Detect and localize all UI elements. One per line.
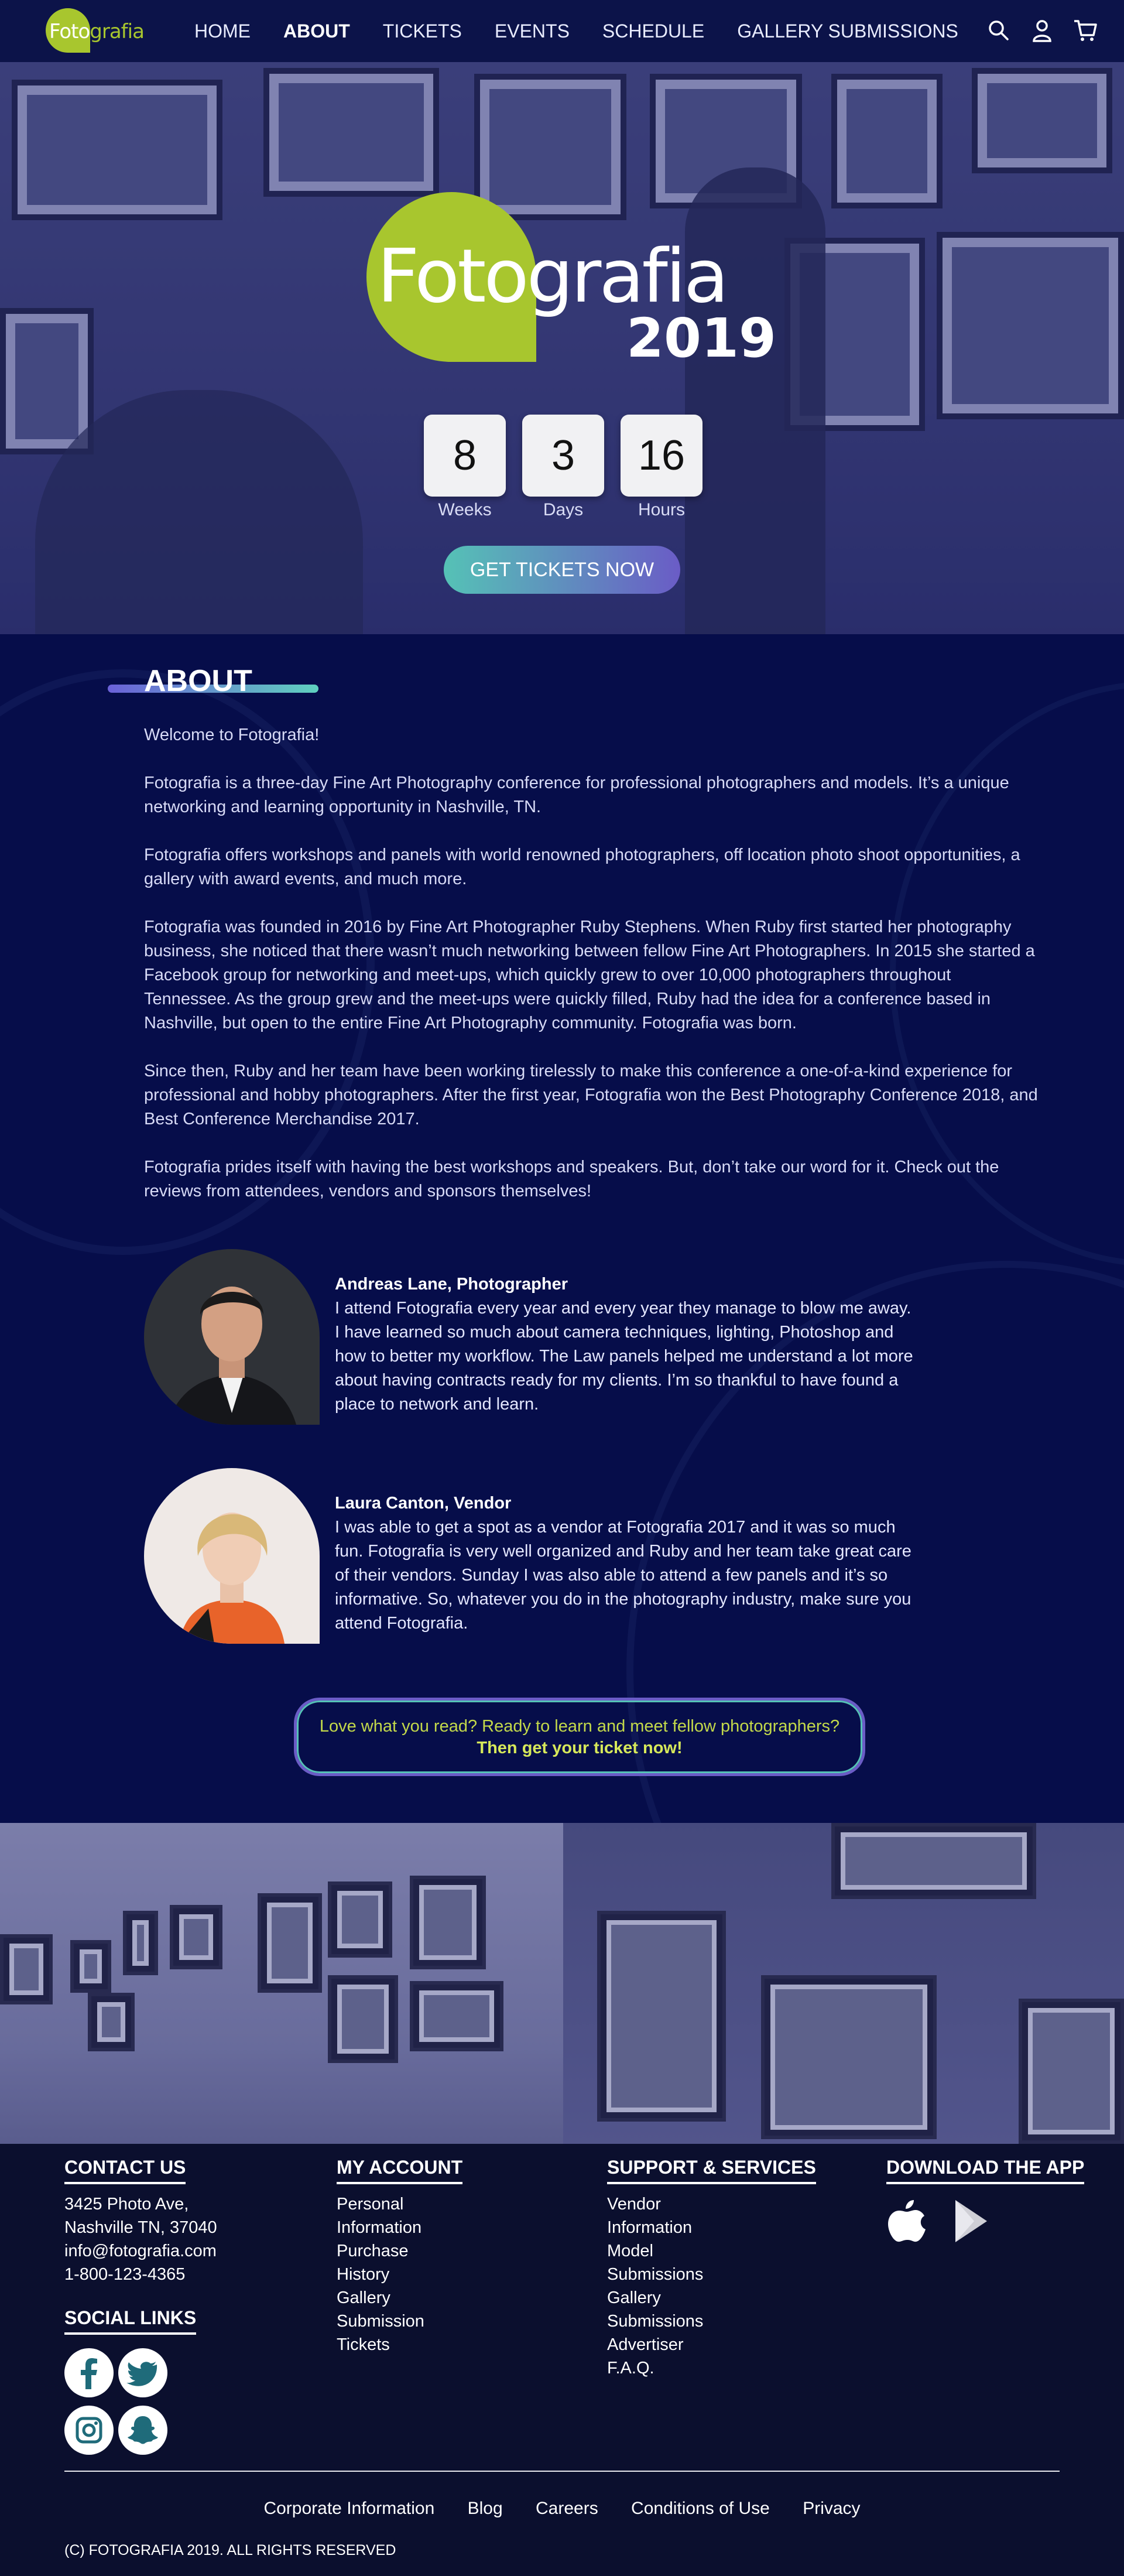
footer-heading: SOCIAL LINKS <box>64 2307 196 2335</box>
avatar <box>144 1249 320 1425</box>
ticket-cta-box[interactable] <box>294 1698 865 1776</box>
countdown-hours <box>621 415 702 520</box>
hero-logo-year: 2019 <box>626 307 777 370</box>
footer-link-careers[interactable]: Careers <box>536 2499 598 2518</box>
copyright: (C) FOTOGRAFIA 2019. ALL RIGHTS RESERVED <box>64 2542 396 2558</box>
footer-link-corporate[interactable]: Corporate Information <box>263 2499 435 2518</box>
snapchat-icon[interactable] <box>118 2406 167 2455</box>
footer-support <box>607 2157 816 2380</box>
testimonial-body <box>335 1272 920 1417</box>
contact-line: 3425 Photo Ave, <box>64 2195 189 2214</box>
countdown-value: 3 <box>522 415 604 497</box>
footer-social <box>64 2307 196 2335</box>
gallery-overlay <box>0 1823 1124 2144</box>
about-section <box>0 634 1124 1823</box>
countdown-label: Hours <box>638 500 686 519</box>
about-paragraph: Since then, Ruby and her team have been working tirelessly to make this conference a one-of-a-kind experience for professional and hobby photographers. After the first year, Fotografia won the Best Photography Conference 2018, and Best Conference Merchandise 2017. <box>144 1062 1038 1128</box>
countdown-weeks <box>424 415 506 520</box>
google-play-icon[interactable] <box>951 2198 992 2245</box>
about-paragraph: Fotografia was founded in 2016 by Fine Art Photographer Ruby Stephens. When Ruby first started her photography business, she noticed that there wasn’t much networking between fellow Fine Art Photographers. In 2015 she started a Facebook group for networking and meet-ups, which quickly grew to over 10,000 photographers throughout Tennessee. As the group grew and the meet-ups were quickly filled, Ruby had the idea for a conference based in Nashville, but open to the entire Fine Art Photography community. Fotografia was born. <box>144 918 1035 1032</box>
ticket-cta-line2[interactable]: Then get your ticket now! <box>477 1739 683 1757</box>
user-icon[interactable] <box>1029 18 1055 43</box>
about-body <box>144 723 1040 1227</box>
about-paragraph: Fotografia is a three-day Fine Art Photography conference for professional photographers and models. It’s a unique networking and learning opportunity in Nashville, TN. <box>144 774 1009 816</box>
footer-heading: DOWNLOAD THE APP <box>886 2157 1084 2184</box>
twitter-icon[interactable] <box>118 2348 167 2397</box>
ticket-cta-line1: Love what you read? Ready to learn and meet fellow photographers? <box>319 1717 840 1736</box>
about-paragraph: Fotografia prides itself with having the best workshops and speakers. But, don’t take our word for it. Check out the reviews from attendees, vendors and sponsors themselves! <box>144 1158 999 1200</box>
testimonial-text: I was able to get a spot as a vendor at Fotografia 2017 and it was so much fun. Fotografia is very well organized and Ruby and her team take great care of their vendors. Sunday I was also able to attend a few panels and it’s so informative. So, whatever you do in the photography industry, make sure you attend Fotografia. <box>335 1518 911 1633</box>
nav-home[interactable]: HOME <box>194 20 251 42</box>
hero-logo-word: Fotografia <box>377 233 727 319</box>
footer-contact-list <box>64 2192 217 2286</box>
footer-heading: MY ACCOUNT <box>337 2157 462 2184</box>
site-logo[interactable] <box>46 7 142 54</box>
footer-link[interactable]: Advertiser <box>607 2335 684 2354</box>
footer-link[interactable]: History <box>337 2265 390 2284</box>
footer-divider <box>64 2471 1060 2472</box>
nav-links <box>194 0 991 62</box>
footer-link[interactable]: Personal <box>337 2195 404 2214</box>
logo-text: Fotografia <box>49 20 144 43</box>
footer-link[interactable]: Submission <box>337 2312 424 2331</box>
nav-schedule[interactable]: SCHEDULE <box>602 20 705 42</box>
testimonial <box>144 1249 964 1425</box>
contact-phone[interactable]: 1-800-123-4365 <box>64 2265 186 2284</box>
footer-link[interactable]: Vendor <box>607 2195 661 2214</box>
footer-account-list <box>337 2192 462 2356</box>
hero-logo <box>366 192 777 379</box>
contact-email[interactable]: info@fotografia.com <box>64 2242 217 2260</box>
countdown-value: 16 <box>621 415 702 497</box>
countdown-label: Days <box>543 500 584 519</box>
footer <box>0 2144 1124 2576</box>
apple-icon[interactable] <box>886 2198 927 2245</box>
cart-icon[interactable] <box>1072 18 1098 43</box>
footer-contact <box>64 2157 217 2286</box>
top-nav <box>0 0 1124 62</box>
footer-link[interactable]: Tickets <box>337 2335 390 2354</box>
footer-link[interactable]: Submissions <box>607 2312 704 2331</box>
nav-tickets[interactable]: TICKETS <box>382 20 462 42</box>
footer-account <box>337 2157 462 2356</box>
footer-heading: SUPPORT & SERVICES <box>607 2157 816 2184</box>
footer-support-list <box>607 2192 816 2380</box>
footer-link[interactable]: Model <box>607 2242 653 2260</box>
nav-icons <box>986 18 1098 43</box>
footer-link-privacy[interactable]: Privacy <box>803 2499 861 2518</box>
countdown-days <box>522 415 604 520</box>
facebook-icon[interactable] <box>64 2348 114 2397</box>
nav-events[interactable]: EVENTS <box>494 20 570 42</box>
instagram-icon[interactable] <box>64 2406 114 2455</box>
get-tickets-button[interactable]: GET TICKETS NOW <box>444 546 680 594</box>
nav-gallery-submissions[interactable]: GALLERY SUBMISSIONS <box>737 20 958 42</box>
testimonial-name: Andreas Lane, Photographer <box>335 1275 568 1294</box>
about-title: ABOUT <box>144 664 252 698</box>
footer-app <box>886 2157 1084 2184</box>
search-icon[interactable] <box>986 18 1012 43</box>
footer-link[interactable]: Information <box>607 2218 693 2237</box>
testimonial <box>144 1468 964 1644</box>
gallery-photo-band <box>0 1823 1124 2144</box>
countdown <box>424 415 702 520</box>
footer-link[interactable]: F.A.Q. <box>607 2359 654 2377</box>
avatar <box>144 1468 320 1644</box>
contact-line: Nashville TN, 37040 <box>64 2218 217 2237</box>
footer-heading: CONTACT US <box>64 2157 186 2184</box>
footer-link-conditions[interactable]: Conditions of Use <box>631 2499 770 2518</box>
testimonial-text: I attend Fotografia every year and every year they manage to blow me away. I have learned so much about camera techniques, lighting, Photoshop and how to better my workflow. The Law panels helped me understand a lot more about having contracts ready for my clients. I’m so thankful to have found a place to network and learn. <box>335 1299 913 1414</box>
countdown-value: 8 <box>424 415 506 497</box>
nav-about[interactable]: ABOUT <box>283 20 350 42</box>
countdown-label: Weeks <box>438 500 492 519</box>
footer-link[interactable]: Submissions <box>607 2265 704 2284</box>
footer-link-blog[interactable]: Blog <box>467 2499 503 2518</box>
testimonial-name: Laura Canton, Vendor <box>335 1494 512 1513</box>
about-paragraph: Fotografia offers workshops and panels with world renowned photographers, off location photo shoot opportunities, a gallery with award events, and much more. <box>144 846 1020 888</box>
app-store-icons <box>886 2198 992 2245</box>
about-paragraph: Welcome to Fotografia! <box>144 726 320 744</box>
footer-link[interactable]: Gallery <box>337 2288 390 2307</box>
footer-link[interactable]: Purchase <box>337 2242 409 2260</box>
testimonial-body <box>335 1491 920 1636</box>
footer-link[interactable]: Information <box>337 2218 422 2237</box>
footer-link[interactable]: Gallery <box>607 2288 661 2307</box>
footer-bottom-links <box>0 2499 1124 2519</box>
